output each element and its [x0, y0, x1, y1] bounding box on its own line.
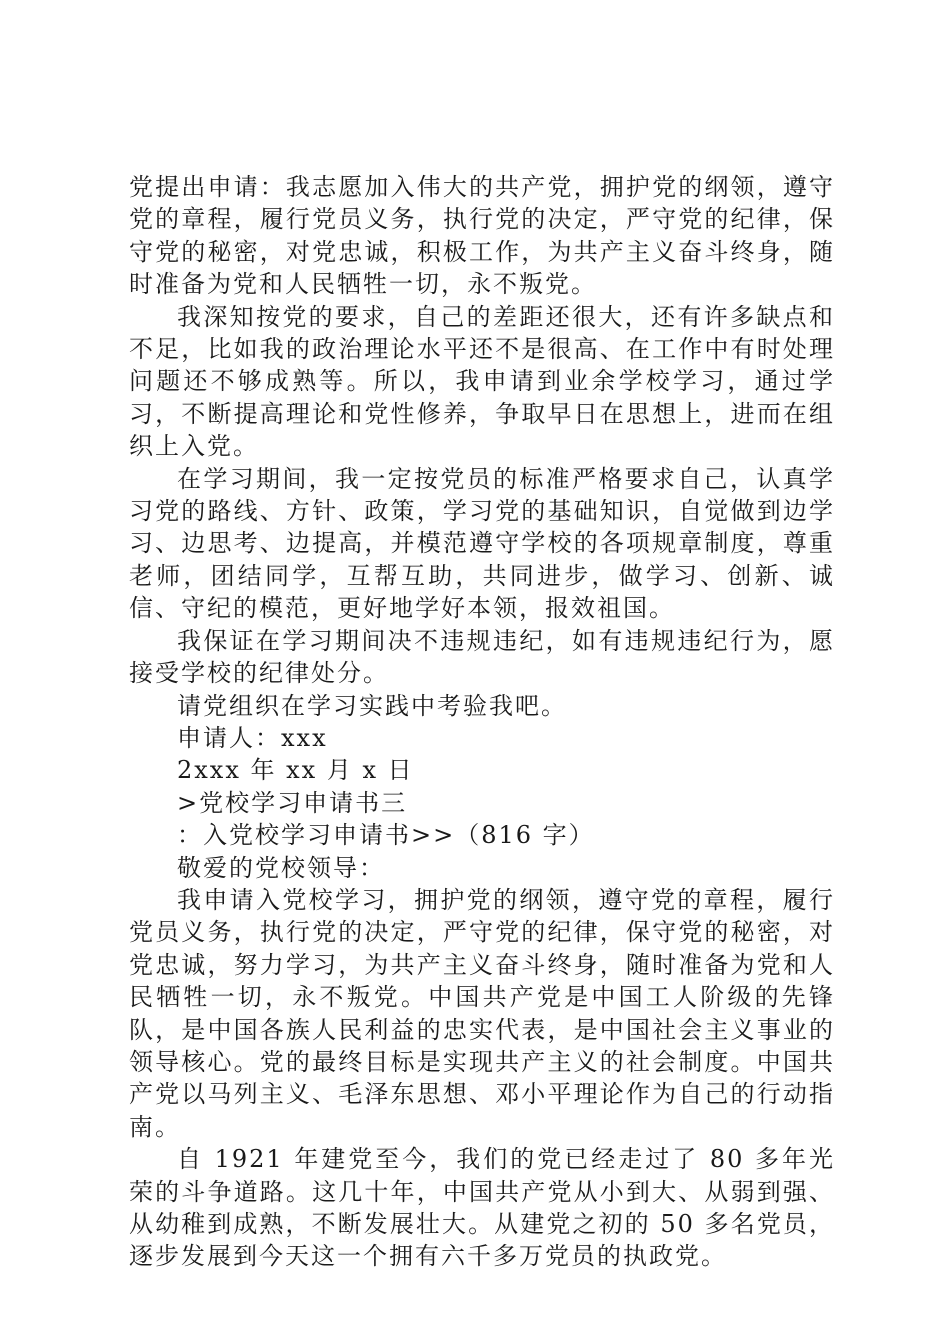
salutation: 敬爱的党校领导：	[177, 853, 385, 882]
paragraph-shortcomings: 我深知按党的要求，自己的差距还很大，还有许多缺点和不足，比如我的政治理论水平还不是很高、在工作中有时处理问题还不够成熟等。所以，我申请到业余学校学习，通过学习，不断提高理论和党性修养，争取早日在思想上，进而在组织上入党。	[129, 302, 835, 461]
paragraph-discipline-pledge: 我保证在学习期间决不违规违纪，如有违规违纪行为，愿接受学校的纪律处分。	[129, 626, 835, 688]
paragraph-continued-application: 党提出申请：我志愿加入伟大的共产党，拥护党的纲领，遵守党的章程，履行党员义务，执行党的决定，严守党的纪律，保守党的秘密，对党忠诚，积极工作，为共产主义奋斗终身，随时准备为党和人民牺牲一切，永不叛党。	[129, 173, 835, 299]
section-heading-three: >党校学习申请书三	[177, 788, 408, 817]
paragraph-request-test: 请党组织在学习实践中考验我吧。	[177, 691, 567, 720]
paragraph-party-history: 自 1921 年建党至今，我们的党已经走过了 80 多年光荣的斗争道路。这几十年，中国共产党从小到大、从弱到强、从幼稚到成熟，不断发展壮大。从建党之初的 50 多名党员，逐步发展到今天这一个拥有六千多万党员的执政党。	[129, 1145, 835, 1271]
date-line: 2xxx 年 xx 月 x 日	[177, 756, 414, 785]
applicant-line: 申请人：xxx	[177, 723, 328, 752]
paragraph-study-commitment: 在学习期间，我一定按党员的标准严格要求自己，认真学习党的路线、方针、政策，学习党的基础知识，自觉做到边学习、边思考、边提高，并模范遵守学校的各项规章制度，尊重老师，团结同学，互帮互助，共同进步，做学习、创新、诚信、守纪的模范，更好地学好本领，报效祖国。	[129, 464, 835, 623]
document-body	[129, 171, 835, 1273]
section-subheading: ：入党校学习申请书>>（816 字）	[177, 821, 595, 850]
paragraph-application-body: 我申请入党校学习，拥护党的纲领，遵守党的章程，履行党员义务，执行党的决定，严守党的纪律，保守党的秘密，对党忠诚，努力学习，为共产主义奋斗终身，随时准备为党和人民牺牲一切，永不叛党。中国共产党是中国工人阶级的先锋队，是中国各族人民利益的忠实代表，是中国社会主义事业的领导核心。党的最终目标是实现共产主义的社会制度。中国共产党以马列主义、毛泽东思想、邓小平理论作为自己的行动指南。	[129, 885, 835, 1141]
